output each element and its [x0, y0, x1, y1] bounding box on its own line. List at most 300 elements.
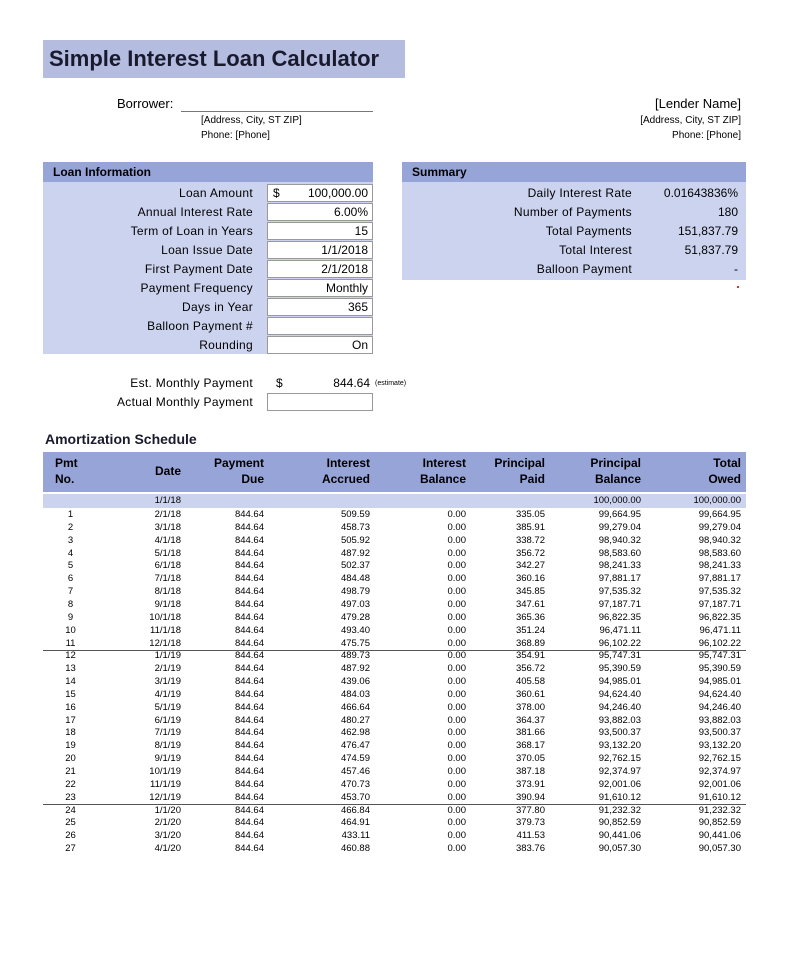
cell-interest-balance: 0.00 — [447, 650, 466, 662]
summary-value: 180 — [717, 205, 738, 219]
cell-interest-accrued: 474.59 — [340, 753, 370, 765]
cell-interest-accrued: 484.03 — [340, 688, 370, 700]
table-row — [43, 753, 746, 765]
cell-date: 11/1/19 — [150, 778, 181, 790]
loan-information-header: Loan Information — [43, 162, 373, 182]
cell-date: 3/1/20 — [154, 830, 181, 842]
cell-pmt-no: 27 — [65, 843, 76, 855]
cell-principal-balance: 95,390.59 — [598, 663, 641, 675]
actual-monthly-payment-input[interactable] — [267, 393, 373, 411]
cell-pmt-no: 3 — [67, 534, 74, 546]
cell-principal-paid: 405.58 — [515, 676, 545, 688]
cell-total-owed: 92,374.97 — [698, 766, 741, 777]
amortization-header-row — [43, 452, 746, 492]
cell-pmt-no: 15 — [65, 688, 76, 700]
cell-date: 10/1/18 — [149, 611, 181, 623]
table-row — [43, 817, 746, 829]
cell-principal-balance: 90,441.06 — [598, 830, 641, 842]
cell-principal-balance: 96,822.35 — [598, 611, 641, 623]
table-row — [43, 650, 746, 662]
cell-pmt-no: 19 — [65, 740, 76, 752]
loan-info-row — [43, 279, 373, 298]
cell-principal-balance: 97,187.71 — [598, 598, 641, 610]
cell-principal-paid: 364.37 — [515, 714, 545, 726]
est-monthly-payment-label: Est. Monthly Payment — [130, 376, 253, 390]
cell-payment-due: 844.64 — [234, 611, 264, 623]
loan-info-label: Days in Year — [182, 300, 253, 314]
cell-date: 3/1/18 — [154, 521, 181, 533]
cell-interest-accrued: 502.37 — [340, 560, 370, 572]
loan-info-input[interactable] — [267, 203, 373, 221]
cell-payment-due: 844.64 — [234, 727, 264, 739]
cell-payment-due: 844.64 — [234, 586, 264, 598]
cell-pmt-no: 9 — [67, 611, 74, 623]
cell-principal-paid: 354.91 — [515, 650, 545, 662]
loan-amount-currency: $ — [273, 186, 280, 200]
cell-payment-due: 844.64 — [234, 573, 264, 585]
table-row — [43, 548, 746, 560]
cell-pmt-no: 1 — [67, 509, 74, 520]
cell-pmt-no: 2 — [67, 521, 74, 533]
cell-total-owed: 92,762.15 — [698, 753, 741, 765]
cell-date: 7/1/19 — [154, 727, 181, 739]
table-row — [43, 740, 746, 752]
loan-info-label: Annual Interest Rate — [137, 205, 253, 219]
header-interest-balance — [383, 455, 466, 487]
cell-date: 5/1/18 — [154, 547, 181, 559]
cell-interest-accrued: 466.64 — [340, 701, 370, 713]
cell-total-owed: 94,624.40 — [698, 688, 741, 700]
table-row — [43, 830, 746, 842]
cell-principal-balance: 98,583.60 — [598, 547, 641, 559]
cell-total-owed: 97,187.71 — [698, 598, 741, 610]
cell-principal-paid: 387.18 — [515, 766, 545, 777]
table-row — [43, 560, 746, 572]
marker-dot — [737, 286, 739, 288]
table-row — [43, 702, 746, 714]
summary-value: 51,837.79 — [684, 243, 738, 257]
summary-header: Summary — [402, 162, 746, 182]
loan-info-label: Balloon Payment # — [147, 319, 253, 333]
header-line-2: Paid — [519, 472, 545, 486]
cell-principal-paid: 390.94 — [515, 791, 545, 803]
cell-date: 4/1/20 — [154, 843, 181, 855]
cell-principal-balance: 94,624.40 — [598, 688, 641, 700]
cell-interest-accrued: 487.92 — [340, 547, 370, 559]
cell-principal-paid: 365.36 — [515, 611, 545, 623]
cell-interest-accrued: 457.46 — [340, 766, 370, 777]
cell-payment-due: 844.64 — [234, 663, 264, 675]
cell-total-owed: 94,985.01 — [698, 676, 741, 688]
summary-value: - — [734, 262, 738, 276]
cell-pmt-no: 6 — [67, 573, 74, 585]
cell-interest-balance: 0.00 — [447, 843, 466, 855]
loan-info-label: Payment Frequency — [140, 281, 253, 295]
loan-info-row — [43, 203, 373, 222]
loan-info-label: Loan Amount — [178, 186, 253, 200]
cell-payment-due: 844.64 — [234, 624, 264, 636]
summary-row — [402, 241, 746, 260]
loan-info-row — [43, 222, 373, 241]
cell-principal-balance: 93,132.20 — [598, 740, 641, 752]
cell-principal-balance: 93,882.03 — [598, 714, 641, 726]
cell-payment-due: 844.64 — [234, 753, 264, 765]
loan-info-value: 2/1/2018 — [321, 262, 368, 276]
cell-interest-accrued: 462.98 — [340, 727, 370, 739]
cell-date: 10/1/19 — [149, 766, 181, 777]
start-total-owed: 100,000.00 — [693, 495, 741, 506]
cell-payment-due: 844.64 — [234, 791, 264, 803]
cell-date: 9/1/18 — [154, 598, 181, 610]
est-currency-symbol: $ — [276, 376, 283, 390]
cell-total-owed: 96,471.11 — [699, 624, 741, 636]
cell-principal-paid: 356.72 — [515, 547, 545, 559]
cell-date: 6/1/19 — [154, 714, 181, 726]
cell-principal-paid: 360.16 — [515, 573, 545, 585]
loan-info-input[interactable] — [267, 241, 373, 259]
summary-row — [402, 222, 746, 241]
loan-info-input[interactable] — [267, 298, 373, 316]
cell-total-owed: 98,583.60 — [698, 547, 741, 559]
cell-interest-balance: 0.00 — [447, 817, 466, 829]
header-line-1: Payment — [213, 456, 264, 470]
cell-interest-accrued: 476.47 — [340, 740, 370, 752]
header-interest-accrued — [283, 455, 370, 487]
cell-payment-due: 844.64 — [234, 637, 264, 649]
loan-info-value: 15 — [354, 224, 368, 238]
summary-label: Total Payments — [545, 224, 632, 238]
cell-date: 7/1/18 — [154, 573, 181, 585]
cell-payment-due: 844.64 — [234, 714, 264, 726]
cell-pmt-no: 5 — [67, 560, 74, 572]
loan-info-value: 6.00% — [333, 205, 368, 219]
cell-payment-due: 844.64 — [234, 740, 264, 752]
cell-pmt-no: 26 — [65, 830, 76, 842]
cell-total-owed: 99,664.95 — [698, 509, 741, 520]
cell-total-owed: 93,882.03 — [698, 714, 741, 726]
cell-pmt-no: 20 — [65, 753, 76, 765]
cell-pmt-no: 13 — [65, 663, 76, 675]
cell-date: 12/1/18 — [149, 637, 181, 649]
cell-interest-balance: 0.00 — [447, 534, 466, 546]
cell-principal-paid: 368.89 — [515, 637, 545, 649]
loan-info-input[interactable] — [267, 222, 373, 240]
cell-date: 2/1/18 — [154, 509, 181, 520]
header-line-2: No. — [55, 472, 75, 486]
summary-label: Balloon Payment — [536, 262, 632, 276]
header-line-2: Owed — [708, 472, 741, 486]
cell-interest-accrued: 484.48 — [340, 573, 370, 585]
cell-date: 5/1/19 — [154, 701, 181, 713]
header-line-2: Balance — [594, 472, 641, 486]
cell-pmt-no: 17 — [65, 714, 76, 726]
cell-total-owed: 98,940.32 — [698, 534, 741, 546]
cell-total-owed: 94,246.40 — [698, 701, 741, 713]
table-row — [43, 612, 746, 624]
cell-interest-balance: 0.00 — [447, 740, 466, 752]
cell-payment-due: 844.64 — [234, 534, 264, 546]
cell-total-owed: 90,057.30 — [698, 843, 741, 855]
loan-info-value: On — [351, 338, 368, 352]
borrower-address: [Address, City, ST ZIP] — [201, 115, 302, 126]
cell-total-owed: 92,001.06 — [698, 778, 741, 790]
loan-info-input[interactable] — [267, 317, 373, 335]
cell-payment-due: 844.64 — [234, 766, 264, 777]
cell-interest-balance: 0.00 — [447, 714, 466, 726]
cell-pmt-no: 11 — [65, 637, 76, 649]
cell-interest-accrued: 479.28 — [340, 611, 370, 623]
loan-info-value: 365 — [347, 300, 368, 314]
table-row — [43, 843, 746, 855]
loan-info-input[interactable] — [267, 336, 373, 354]
cell-interest-accrued: 509.59 — [340, 509, 370, 520]
cell-principal-paid: 411.53 — [516, 830, 545, 842]
header-line-2: Due — [241, 472, 264, 486]
cell-date: 1/1/20 — [154, 804, 181, 816]
table-row — [43, 509, 746, 521]
cell-principal-paid: 351.24 — [515, 624, 545, 636]
cell-principal-paid: 381.66 — [515, 727, 545, 739]
cell-date: 1/1/19 — [154, 650, 181, 662]
table-row — [43, 805, 746, 817]
cell-principal-balance: 97,535.32 — [598, 586, 641, 598]
header-line-1: Interest — [422, 456, 466, 470]
cell-interest-accrued: 505.92 — [340, 534, 370, 546]
cell-interest-balance: 0.00 — [447, 521, 466, 533]
cell-date: 12/1/19 — [149, 791, 181, 803]
table-row — [43, 727, 746, 739]
cell-principal-paid: 379.73 — [515, 817, 545, 829]
table-row — [43, 522, 746, 534]
table-row — [43, 715, 746, 727]
table-row — [43, 676, 746, 688]
cell-pmt-no: 25 — [65, 817, 76, 829]
cell-principal-balance: 93,500.37 — [598, 727, 641, 739]
table-row — [43, 638, 746, 650]
cell-pmt-no: 7 — [67, 586, 74, 598]
cell-payment-due: 844.64 — [234, 817, 264, 829]
cell-interest-accrued: 470.73 — [340, 778, 370, 790]
borrower-label: Borrower: — [117, 96, 174, 111]
cell-interest-accrued: 433.11 — [341, 830, 370, 842]
cell-interest-accrued: 493.40 — [340, 624, 370, 636]
summary-value: 151,837.79 — [677, 224, 738, 238]
cell-pmt-no: 10 — [65, 624, 76, 636]
cell-interest-balance: 0.00 — [447, 611, 466, 623]
loan-info-row — [43, 260, 373, 279]
cell-interest-accrued: 497.03 — [340, 598, 370, 610]
header-pmt-no — [55, 455, 110, 487]
cell-interest-balance: 0.00 — [447, 778, 466, 790]
cell-principal-paid: 377.80 — [515, 804, 545, 816]
cell-payment-due: 844.64 — [234, 778, 264, 790]
header-line-2: Accrued — [321, 472, 370, 486]
cell-principal-balance: 92,374.97 — [598, 766, 641, 777]
cell-principal-balance: 91,610.12 — [598, 791, 641, 803]
loan-info-row — [43, 298, 373, 317]
summary-panel — [402, 162, 746, 280]
loan-info-value: 1/1/2018 — [321, 243, 368, 257]
summary-value: 0.01643836% — [663, 186, 738, 200]
cell-principal-balance: 97,881.17 — [598, 573, 641, 585]
summary-label: Daily Interest Rate — [527, 186, 632, 200]
cell-pmt-no: 8 — [67, 598, 74, 610]
header-line-1: Pmt — [55, 456, 78, 470]
cell-interest-accrued: 489.73 — [340, 650, 370, 662]
cell-date: 4/1/18 — [154, 534, 181, 546]
cell-interest-balance: 0.00 — [447, 560, 466, 572]
header-payment-due — [193, 455, 264, 487]
cell-payment-due: 844.64 — [234, 560, 264, 572]
cell-total-owed: 99,279.04 — [698, 521, 741, 533]
cell-date: 3/1/19 — [154, 676, 181, 688]
cell-principal-paid: 360.61 — [515, 688, 545, 700]
cell-total-owed: 96,822.35 — [698, 611, 741, 623]
loan-info-row — [43, 241, 373, 260]
cell-payment-due: 844.64 — [234, 521, 264, 533]
cell-interest-balance: 0.00 — [447, 727, 466, 739]
cell-interest-balance: 0.00 — [447, 676, 466, 688]
cell-payment-due: 844.64 — [234, 804, 264, 816]
table-row — [43, 599, 746, 611]
cell-principal-balance: 99,279.04 — [598, 521, 641, 533]
cell-interest-balance: 0.00 — [447, 766, 466, 777]
cell-pmt-no: 14 — [65, 676, 76, 688]
table-row — [43, 625, 746, 637]
cell-interest-balance: 0.00 — [447, 804, 466, 816]
cell-interest-accrued: 460.88 — [340, 843, 370, 855]
table-row — [43, 779, 746, 791]
cell-principal-balance: 96,102.22 — [598, 637, 641, 649]
cell-principal-balance: 91,232.32 — [598, 804, 641, 816]
cell-interest-balance: 0.00 — [447, 830, 466, 842]
cell-interest-accrued: 466.84 — [340, 804, 370, 816]
cell-interest-balance: 0.00 — [447, 701, 466, 713]
cell-principal-balance: 95,747.31 — [598, 650, 641, 662]
table-row — [43, 573, 746, 585]
table-row — [43, 586, 746, 598]
summary-label: Total Interest — [559, 243, 632, 257]
cell-total-owed: 95,390.59 — [698, 663, 741, 675]
cell-date: 6/1/18 — [154, 560, 181, 572]
cell-payment-due: 844.64 — [234, 688, 264, 700]
cell-date: 4/1/19 — [154, 688, 181, 700]
est-monthly-payment-value: 844.64 — [333, 376, 370, 390]
cell-principal-balance: 90,852.59 — [598, 817, 641, 829]
cell-total-owed: 98,241.33 — [698, 560, 741, 572]
cell-principal-paid: 368.17 — [515, 740, 545, 752]
loan-info-input[interactable] — [267, 184, 373, 202]
cell-payment-due: 844.64 — [234, 843, 264, 855]
cell-total-owed: 97,881.17 — [698, 573, 741, 585]
cell-interest-balance: 0.00 — [447, 688, 466, 700]
loan-info-row — [43, 317, 373, 336]
cell-pmt-no: 23 — [65, 791, 76, 803]
cell-principal-balance: 94,246.40 — [598, 701, 641, 713]
summary-row — [402, 260, 746, 279]
loan-info-value: 100,000.00 — [307, 186, 368, 200]
cell-principal-balance: 92,762.15 — [598, 753, 641, 765]
table-row — [43, 766, 746, 778]
cell-payment-due: 844.64 — [234, 509, 264, 520]
cell-payment-due: 844.64 — [234, 547, 264, 559]
cell-total-owed: 93,132.20 — [698, 740, 741, 752]
header-principal-paid — [473, 455, 545, 487]
loan-info-row — [43, 184, 373, 203]
cell-interest-balance: 0.00 — [447, 586, 466, 598]
cell-interest-balance: 0.00 — [447, 753, 466, 765]
cell-interest-balance: 0.00 — [447, 791, 466, 803]
cell-interest-balance: 0.00 — [447, 624, 466, 636]
cell-principal-balance: 98,940.32 — [598, 534, 641, 546]
cell-pmt-no: 22 — [65, 778, 76, 790]
cell-date: 8/1/19 — [154, 740, 181, 752]
cell-pmt-no: 12 — [65, 650, 76, 662]
amortization-title: Amortization Schedule — [45, 431, 197, 447]
cell-total-owed: 91,232.32 — [698, 804, 741, 816]
start-date: 1/1/18 — [154, 495, 181, 506]
cell-interest-accrued: 439.06 — [340, 676, 370, 688]
cell-interest-accrued: 487.92 — [340, 663, 370, 675]
lender-address: [Address, City, ST ZIP] — [640, 115, 741, 126]
header-line-1: Date — [154, 464, 181, 478]
borrower-name-field[interactable] — [181, 111, 373, 112]
header-principal-balance — [548, 455, 641, 487]
cell-principal-balance: 98,241.33 — [598, 560, 641, 572]
header-line-1: Principal — [590, 456, 641, 470]
header-total-owed — [643, 455, 741, 487]
cell-date: 11/1/18 — [150, 624, 181, 636]
cell-payment-due: 844.64 — [234, 701, 264, 713]
cell-payment-due: 844.64 — [234, 650, 264, 662]
cell-payment-due: 844.64 — [234, 598, 264, 610]
cell-principal-paid: 338.72 — [515, 534, 545, 546]
table-row — [43, 792, 746, 804]
cell-pmt-no: 21 — [65, 766, 76, 777]
cell-interest-accrued: 475.75 — [340, 637, 370, 649]
loan-info-input[interactable] — [267, 279, 373, 297]
lender-phone: Phone: [Phone] — [672, 130, 741, 141]
loan-info-label: Term of Loan in Years — [130, 224, 253, 238]
cell-principal-paid: 345.85 — [515, 586, 545, 598]
cell-pmt-no: 16 — [65, 701, 76, 713]
cell-interest-balance: 0.00 — [447, 663, 466, 675]
cell-principal-paid: 347.61 — [515, 598, 545, 610]
amortization-start-row — [43, 494, 746, 508]
cell-interest-accrued: 498.79 — [340, 586, 370, 598]
loan-info-label: Loan Issue Date — [161, 243, 253, 257]
cell-interest-accrued: 458.73 — [340, 521, 370, 533]
summary-row — [402, 203, 746, 222]
loan-info-value: Monthly — [325, 281, 368, 295]
cell-date: 2/1/19 — [154, 663, 181, 675]
cell-date: 9/1/19 — [154, 753, 181, 765]
cell-principal-balance: 94,985.01 — [598, 676, 641, 688]
cell-principal-balance: 92,001.06 — [598, 778, 641, 790]
cell-principal-paid: 342.27 — [515, 560, 545, 572]
cell-interest-balance: 0.00 — [447, 547, 466, 559]
cell-principal-paid: 356.72 — [515, 663, 545, 675]
loan-info-row — [43, 336, 373, 355]
cell-pmt-no: 24 — [65, 804, 76, 816]
cell-interest-balance: 0.00 — [447, 598, 466, 610]
header-date — [103, 463, 181, 479]
table-row — [43, 689, 746, 701]
actual-monthly-payment-label: Actual Monthly Payment — [117, 395, 253, 409]
cell-principal-balance: 96,471.11 — [599, 624, 641, 636]
cell-date: 8/1/18 — [154, 586, 181, 598]
loan-info-input[interactable] — [267, 260, 373, 278]
